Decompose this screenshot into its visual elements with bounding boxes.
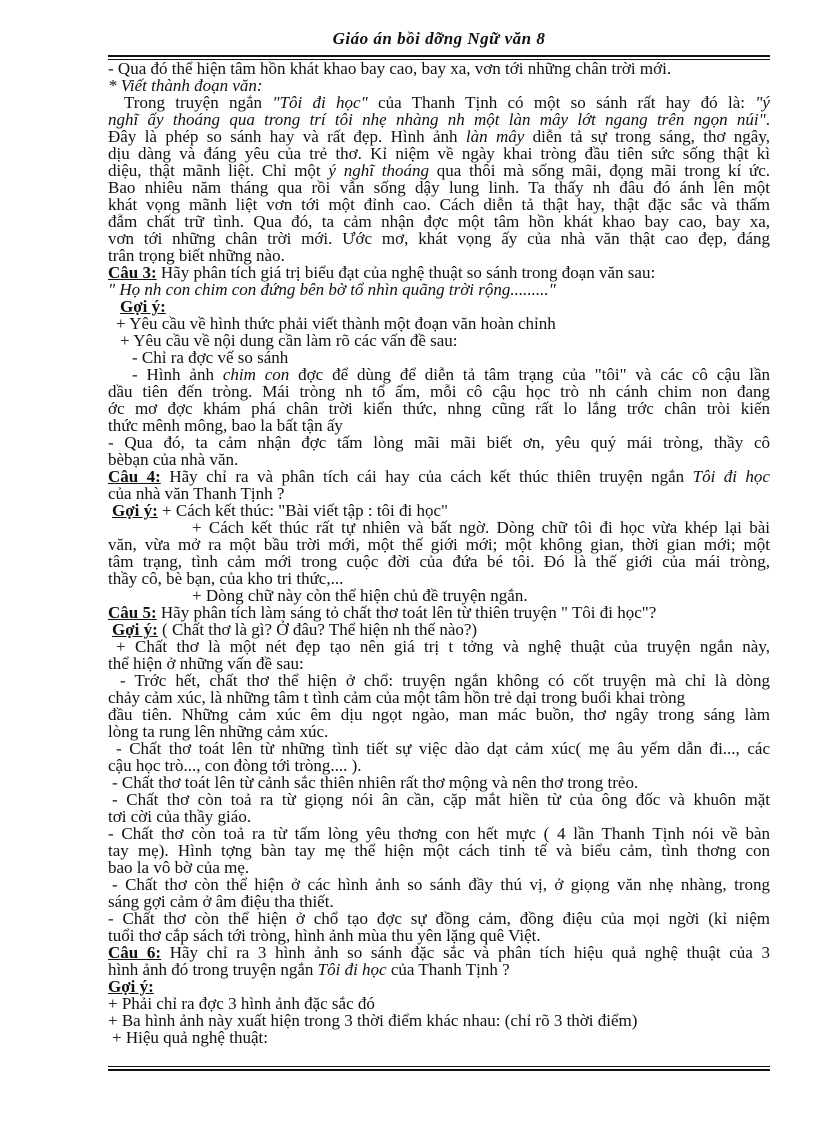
text-segment: tay mẹ). Hình tợng bàn tay mẹ thể hiện một cách tinh tế và biểu cảm, tình thơng con <box>108 841 770 860</box>
text-line <box>108 128 770 145</box>
text-segment: - Trớc hết, chất thơ thể hiện ở chổ: truyện ngắn không có cốt truyện mà chỉ là dòng <box>120 671 770 690</box>
text-line <box>108 944 770 961</box>
text-line <box>108 315 770 332</box>
text-line <box>108 247 770 264</box>
text-line <box>108 366 770 383</box>
text-line <box>108 995 770 1012</box>
text-line <box>108 621 770 638</box>
text-segment: + Yêu cầu về hình thức phải viết thành một đoạn văn hoàn chỉnh <box>116 314 556 333</box>
question-label: Gợi ý: <box>112 620 158 639</box>
text-line <box>108 264 770 281</box>
text-segment: - Chất thơ toát lên từ những tình tiết sự việc dào dạt cảm xúc( mẹ âu yếm dẫn đi..., các <box>116 739 770 758</box>
text-line <box>108 536 770 553</box>
text-segment: - Chỉ ra đợc vế so sánh <box>132 348 289 367</box>
text-line <box>108 774 770 791</box>
text-segment: bao la vô bờ của mẹ. <box>108 858 250 877</box>
text-segment: bèbạn của nhà văn. <box>108 450 239 469</box>
text-segment: + Ba hình ảnh này xuất hiện trong 3 thời điểm khác nhau: (chỉ rõ 3 thời điểm) <box>108 1011 638 1030</box>
text-segment: dịu dàng và đáng yêu của trẻ thơ. Kỉ niệm về ngày khai tròng đầu tiên sức sống thật kì <box>108 144 770 163</box>
text-segment: khát vọng mãnh liệt vơn tới một đỉnh cao. Cách diễn tả thật hay, thật đặc sắc và thấm <box>108 195 770 214</box>
text-segment: tuổi thơ cắp sách tới tròng, hình ảnh mùa thu yên lặng quê Việt. <box>108 926 541 945</box>
text-segment: tơi cời của thầy giáo. <box>108 807 252 826</box>
text-line <box>108 383 770 400</box>
text-line <box>108 502 770 519</box>
text-segment: lòng ta rung lên những cảm xúc. <box>108 722 329 741</box>
text-line <box>108 434 770 451</box>
text-segment: thầy cô, bè bạn, của kho tri thức,... <box>108 569 344 588</box>
text-segment: . <box>765 110 770 129</box>
text-segment: thể hiện ở những vấn đề sau: <box>108 654 304 673</box>
text-segment: chảy cảm xúc, là những tâm t tình cảm của một tâm hồn trẻ dại trong buổi khai tròng <box>108 688 686 707</box>
footer-divider <box>108 1066 770 1071</box>
text-line <box>108 587 770 604</box>
text-line <box>108 519 770 536</box>
document-body <box>108 60 770 1046</box>
italic-text: làn mây <box>465 127 525 146</box>
text-line <box>108 196 770 213</box>
text-segment: Hãy chỉ ra 3 hình ảnh so sánh đặc sắc và phân tích hiệu quả nghệ thuật của 3 <box>161 943 770 962</box>
text-segment: của nhà văn Thanh Tịnh ? <box>108 484 285 503</box>
text-segment: Hãy chỉ ra và phân tích cái hay của cách kết thúc thiên truyện ngắn <box>160 467 693 486</box>
text-segment: diễn tả sự trong sáng, thơ ngây, <box>524 127 770 146</box>
text-line <box>108 451 770 468</box>
text-line <box>108 672 770 689</box>
italic-text: " Họ nh con chim con đứng bên bờ tổ nhìn quãng trời rộng........." <box>108 280 556 299</box>
text-line <box>108 60 770 77</box>
text-line <box>108 655 770 672</box>
text-segment: - Chất thơ toát lên từ cảnh sắc thiên nhiên rất thơ mộng và nên thơ trong trẻo. <box>112 773 639 792</box>
text-line <box>108 638 770 655</box>
text-line <box>108 842 770 859</box>
question-label: Gợi ý: <box>108 977 154 996</box>
italic-text: ý nghĩ thoáng <box>328 161 429 180</box>
text-line <box>108 961 770 978</box>
text-segment: ( Chất thơ là gì? Ở đâu? Thể hiện nh thế nào?) <box>157 620 478 639</box>
text-line <box>108 332 770 349</box>
text-line <box>108 77 770 94</box>
text-line <box>108 723 770 740</box>
text-segment: Đây là phép so sánh hay và rất đẹp. Hình ảnh <box>108 127 466 146</box>
text-line <box>108 162 770 179</box>
text-segment: ớc mơ đợc khám phá chân trời kiến thức, nhng cũng rất lo lắng trớc chân tròi kiến <box>108 399 770 418</box>
text-segment: đầu tiên. Những cảm xúc êm dịu ngọt ngào, man mác buồn, thơ ngây trong sáng làm <box>108 705 770 724</box>
text-line <box>108 485 770 502</box>
text-segment: Hãy phân tích làm sáng tỏ chất thơ toát lên từ thiên truyện " Tôi đi học"? <box>156 603 657 622</box>
text-segment: Bao nhiêu năm tháng qua rồi vẫn sống dậy lung linh. Ta thấy nh đâu đó ánh lên một <box>108 178 770 197</box>
text-segment: Trong truyện ngắn <box>124 93 273 112</box>
question-label: Câu 4: <box>108 467 161 486</box>
text-line <box>108 740 770 757</box>
text-line <box>108 859 770 876</box>
italic-text: * Viết thành đoạn văn: <box>108 76 263 95</box>
text-line <box>108 825 770 842</box>
text-segment: đợc để dùng để diễn tả tâm trạng của "tôi" và các cô cậu lần <box>289 365 770 384</box>
italic-text: chim con <box>222 365 290 384</box>
text-segment: qua thôi mà sống mãi, đọng mãi trong kí ức. <box>428 161 770 180</box>
text-segment: Hãy phân tích giá trị biểu đạt của nghệ thuật so sánh trong đoạn văn sau: <box>156 263 656 282</box>
question-label: Câu 6: <box>108 943 162 962</box>
text-line <box>108 791 770 808</box>
text-segment: - Chất thơ còn thể hiện ở các hình ảnh so sánh đầy thú vị, ở giọng văn nhẹ nhàng, trong <box>112 875 770 894</box>
text-line <box>108 94 770 111</box>
text-segment: - Qua đó thể hiện tâm hồn khát khao bay cao, bay xa, vơn tới những chân trời mới. <box>108 59 672 78</box>
italic-text: nghĩ ấy thoáng qua trong trí tôi nhẹ nhàng nh một làn mây lớt ngang trên ngọn núi" <box>108 110 766 129</box>
text-segment: sáng gợi cảm ở âm điệu tha thiết. <box>108 892 334 911</box>
text-line <box>108 349 770 366</box>
text-line <box>108 179 770 196</box>
text-line <box>108 689 770 706</box>
text-segment: văn, vừa mở ra một bầu trời mới, một thế giới mới; một không gian, thời gian mới; một <box>108 535 770 554</box>
italic-text: "ý <box>755 93 770 112</box>
text-line <box>108 706 770 723</box>
text-line <box>108 570 770 587</box>
text-segment: dầu tiên đến tròng. Mái tròng nh tổ ấm, mỗi cô cậu học trò nh cánh chim non đang <box>108 382 770 401</box>
text-segment: + Yêu cầu về nội dung cần làm rõ các vấn đề sau: <box>120 331 458 350</box>
text-line <box>108 910 770 927</box>
text-line <box>108 1029 770 1046</box>
text-segment: - Chất thơ còn toả ra từ giọng nói ân cần, cặp mắt hiền từ của ông đốc và khuôn mặt <box>112 790 770 809</box>
text-segment: + Phải chỉ ra đợc 3 hình ảnh đặc sắc đó <box>108 994 375 1013</box>
text-line <box>108 230 770 247</box>
text-line <box>108 757 770 774</box>
text-line <box>108 213 770 230</box>
page-header: Giáo án bồi dỡng Ngữ văn 8 <box>332 29 546 48</box>
question-label: Gợi ý: <box>112 501 158 520</box>
text-segment: - Chất thơ còn toả ra từ tấm lòng yêu thơng con hết mực ( 4 lần Thanh Tịnh nói về bàn <box>108 824 770 843</box>
text-line <box>108 145 770 162</box>
text-segment: + Chất thơ là một nét đẹp tạo nên giá trị t tởng và nghệ thuật của truyện ngắn này, <box>116 637 770 656</box>
text-segment: - Qua đó, ta cảm nhận đợc tấm lòng mãi mãi biết ơn, yêu quý mái tròng, thầy cô <box>108 433 770 452</box>
text-line <box>108 604 770 621</box>
text-line <box>108 927 770 944</box>
text-segment: cậu học trò..., con đòng tới tròng.... ). <box>108 756 362 775</box>
text-segment: + Hiệu quả nghệ thuật: <box>112 1028 268 1047</box>
text-segment: - Hình ảnh <box>132 365 223 384</box>
text-segment: tâm trạng, tình cảm mới trong cuộc đời của đứa bé tôi. Đó là thế giới của mái tròng, <box>108 552 770 571</box>
text-line <box>108 553 770 570</box>
text-segment: diệu, thật mãnh liệt. Chỉ một <box>108 161 329 180</box>
text-segment: đẫm chất trữ tình. Qua đó, ta cảm nhận đợc một tâm hồn khát khao bay cao, bay xa, <box>108 212 770 231</box>
question-label: Gợi ý: <box>120 297 166 316</box>
text-line <box>108 111 770 128</box>
text-segment: của Thanh Tịnh ? <box>386 960 510 979</box>
text-line <box>108 281 770 298</box>
text-segment: + Cách kết thúc: "Bài viết tập : tôi đi học" <box>157 501 448 520</box>
text-segment: thức mênh mông, bao la bất tận ấy <box>108 416 343 435</box>
italic-text: "Tôi đi học" <box>272 93 368 112</box>
text-segment: vơn tới những chân trời mới. Ước mơ, khát vọng ấy của nhà văn thật cao đẹp, đáng <box>108 229 770 248</box>
text-line <box>108 400 770 417</box>
italic-text: Tôi đi học <box>317 960 387 979</box>
text-segment: + Cách kết thúc rất tự nhiên và bất ngờ. Dòng chữ tôi đi học vừa khép lại bài <box>192 518 770 537</box>
text-segment: hình ảnh đó trong truyện ngắn <box>108 960 318 979</box>
text-line <box>108 978 770 995</box>
text-line <box>108 876 770 893</box>
question-label: Câu 3: <box>108 263 157 282</box>
text-segment: - Chất thơ còn thể hiện ở chổ tạo đợc sự đồng cảm, đồng điệu của mọi ngời (kỉ niệm <box>108 909 770 928</box>
text-line <box>108 808 770 825</box>
text-segment: + Dòng chữ này còn thể hiện chủ đề truyện ngắn. <box>192 586 528 605</box>
text-line <box>108 298 770 315</box>
question-label: Câu 5: <box>108 603 157 622</box>
text-line <box>108 417 770 434</box>
text-segment: trân trọng biết những nào. <box>108 246 285 265</box>
text-line <box>108 1012 770 1029</box>
text-line <box>108 893 770 910</box>
italic-text: Tôi đi học <box>692 467 770 486</box>
text-segment: của Thanh Tịnh có một so sánh rất hay đó là: <box>367 93 756 112</box>
text-line <box>108 468 770 485</box>
